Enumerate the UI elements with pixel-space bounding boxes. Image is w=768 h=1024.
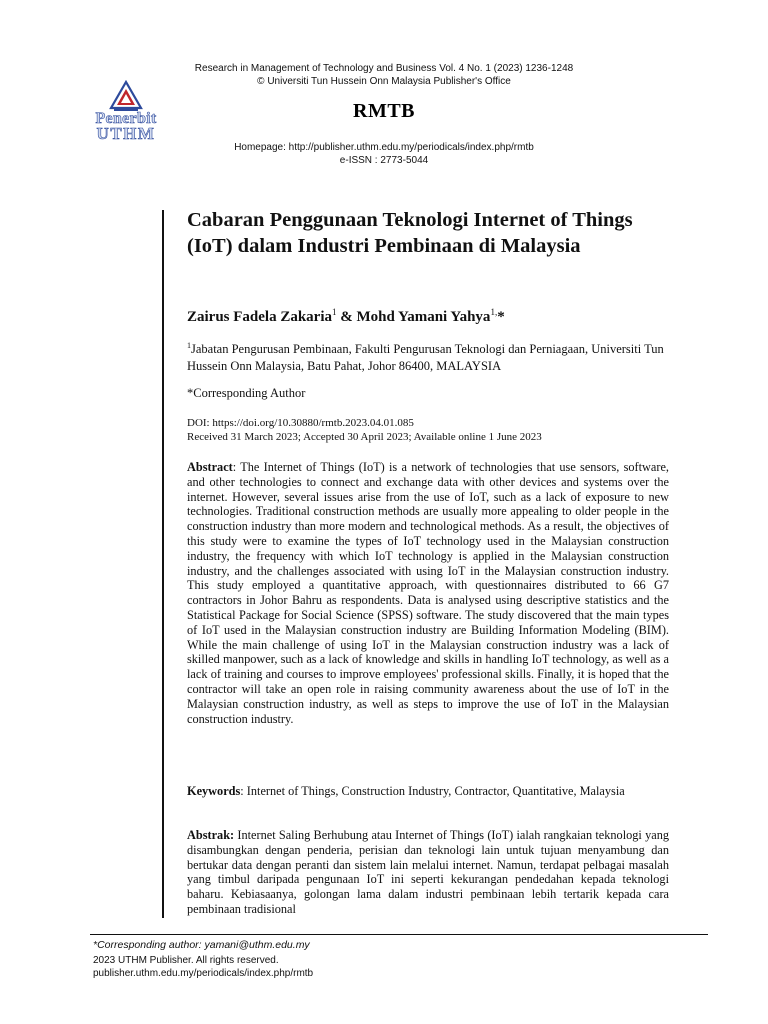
copyright-line: © Universiti Tun Hussein Onn Malaysia Publisher's Office <box>257 76 511 87</box>
keywords-text: : Internet of Things, Construction Industry, Contractor, Quantitative, Malaysia <box>240 784 625 798</box>
author-name: Zairus Fadela Zakaria <box>187 309 333 325</box>
footer-rule <box>90 934 708 935</box>
journal-eissn: e-ISSN : 2773-5044 <box>339 155 429 166</box>
affiliation-marker: 1 <box>332 307 337 317</box>
doi-block <box>187 416 669 444</box>
abstract-paragraph <box>187 460 669 726</box>
logo-wordmark-penerbit: Penerbit <box>95 110 157 127</box>
affiliation-text: Jabatan Pengurusan Pembinaan, Fakulti Pengurusan Teknologi dan Perniagaan, Universiti Tun Hussein Onn Malaysia, Batu Pahat, Johor 86400, MALAYSIA <box>187 342 664 374</box>
author-affiliation <box>187 337 669 375</box>
abstrak-paragraph <box>187 828 669 928</box>
journal-homepage[interactable]: Homepage: http://publisher.uthm.edu.my/periodicals/index.php/rmtb <box>234 142 534 153</box>
article-title: Cabaran Penggunaan Teknologi Internet of Things (IoT) dalam Industri Pembinaan di Malaysia <box>187 209 633 257</box>
corresponding-marker: * <box>497 309 505 325</box>
affiliation-marker: 1 <box>187 341 191 350</box>
journal-citation: Research in Management of Technology and Business Vol. 4 No. 1 (2023) 1236-1248 <box>194 63 574 74</box>
author-separator: & <box>336 309 357 325</box>
doi-link[interactable]: DOI: https://doi.org/10.30880/rmtb.2023.04.01.085 <box>187 417 414 429</box>
abstract-label: Abstract <box>187 460 233 474</box>
journal-abbreviation: RMTB <box>353 100 415 122</box>
footer-corresponding-email[interactable]: *Corresponding author: yamani@uthm.edu.my <box>93 939 310 951</box>
corresponding-author-note: *Corresponding Author <box>187 386 306 400</box>
abstract-text: : The Internet of Things (IoT) is a network of technologies that use sensors, software, and other technologies to connect and exchange data with other devices and systems over the internet. However, several issues arise from the use of IoT, such as a lack of exposure to new technologies. Traditional construction methods are usually more appealing to older people in the construction industry than more modern and technological methods. As a result, the objectives of this study were to examine the types of IoT technology used in the Malaysian construction industry, the frequency with which IoT technology is applied in the Malaysian construction industry, and the challenges associated with using IoT in the Malaysian construction industry. This study employed a quantitative approach, with questionnaires distributed to 66 G7 contractors in Johor Bahru as respondents. Data is analysed using descriptive statistics and the Statistical Package for Social Science (SPSS) software. The study discovered that the main types of IoT used in the Malaysian construction industry are Building Information Modeling (BIM). While the main challenge of using IoT in the Malaysian construction industry was a lack of skilled manpower, such as a lack of knowledge and skills in handling IoT technology, as well as a lack of training and courses to improve employees' professional skills. Finally, it is hoped that the contractor will take an open role in raising community awareness about the use of IoT in the Malaysian construction industry, as well as steps to improve the use of IoT in the Malaysian construction industry. <box>187 460 669 726</box>
logo-wordmark-uthm: UTHM <box>96 124 156 143</box>
article-dates: Received 31 March 2023; Accepted 30 April 2023; Available online 1 June 2023 <box>187 431 542 443</box>
author-list <box>187 302 669 327</box>
keywords-label: Keywords <box>187 784 241 798</box>
author-name: Mohd Yamani Yahya <box>356 309 491 325</box>
left-margin-rule <box>162 210 164 918</box>
keywords-paragraph <box>187 784 669 799</box>
affiliation-marker: 1, <box>490 307 498 317</box>
abstrak-label: Abstrak: <box>187 828 235 842</box>
abstrak-text: Internet Saling Berhubung atau Internet of Things (IoT) ialah rangkaian teknologi yang disambungkan dengan penderia, perisian dan teknologi lain untuk tujuan menyambung dan bertukar data dengan peranti dan sistem lain melalui internet. Namun, terdapat pelbagai masalah yang timbul daripada pengunaan IoT ini seperti kekurangan pendedahan kepada teknologi baharu. Kebiasaanya, golongan lama dalam industri pembinaan lebih tertarik kepada cara pembinaan tradisional <box>187 828 669 916</box>
footer-rights: 2023 UTHM Publisher. All rights reserved. <box>93 955 279 966</box>
footer-url[interactable]: publisher.uthm.edu.my/periodicals/index.php/rmtb <box>93 968 314 979</box>
